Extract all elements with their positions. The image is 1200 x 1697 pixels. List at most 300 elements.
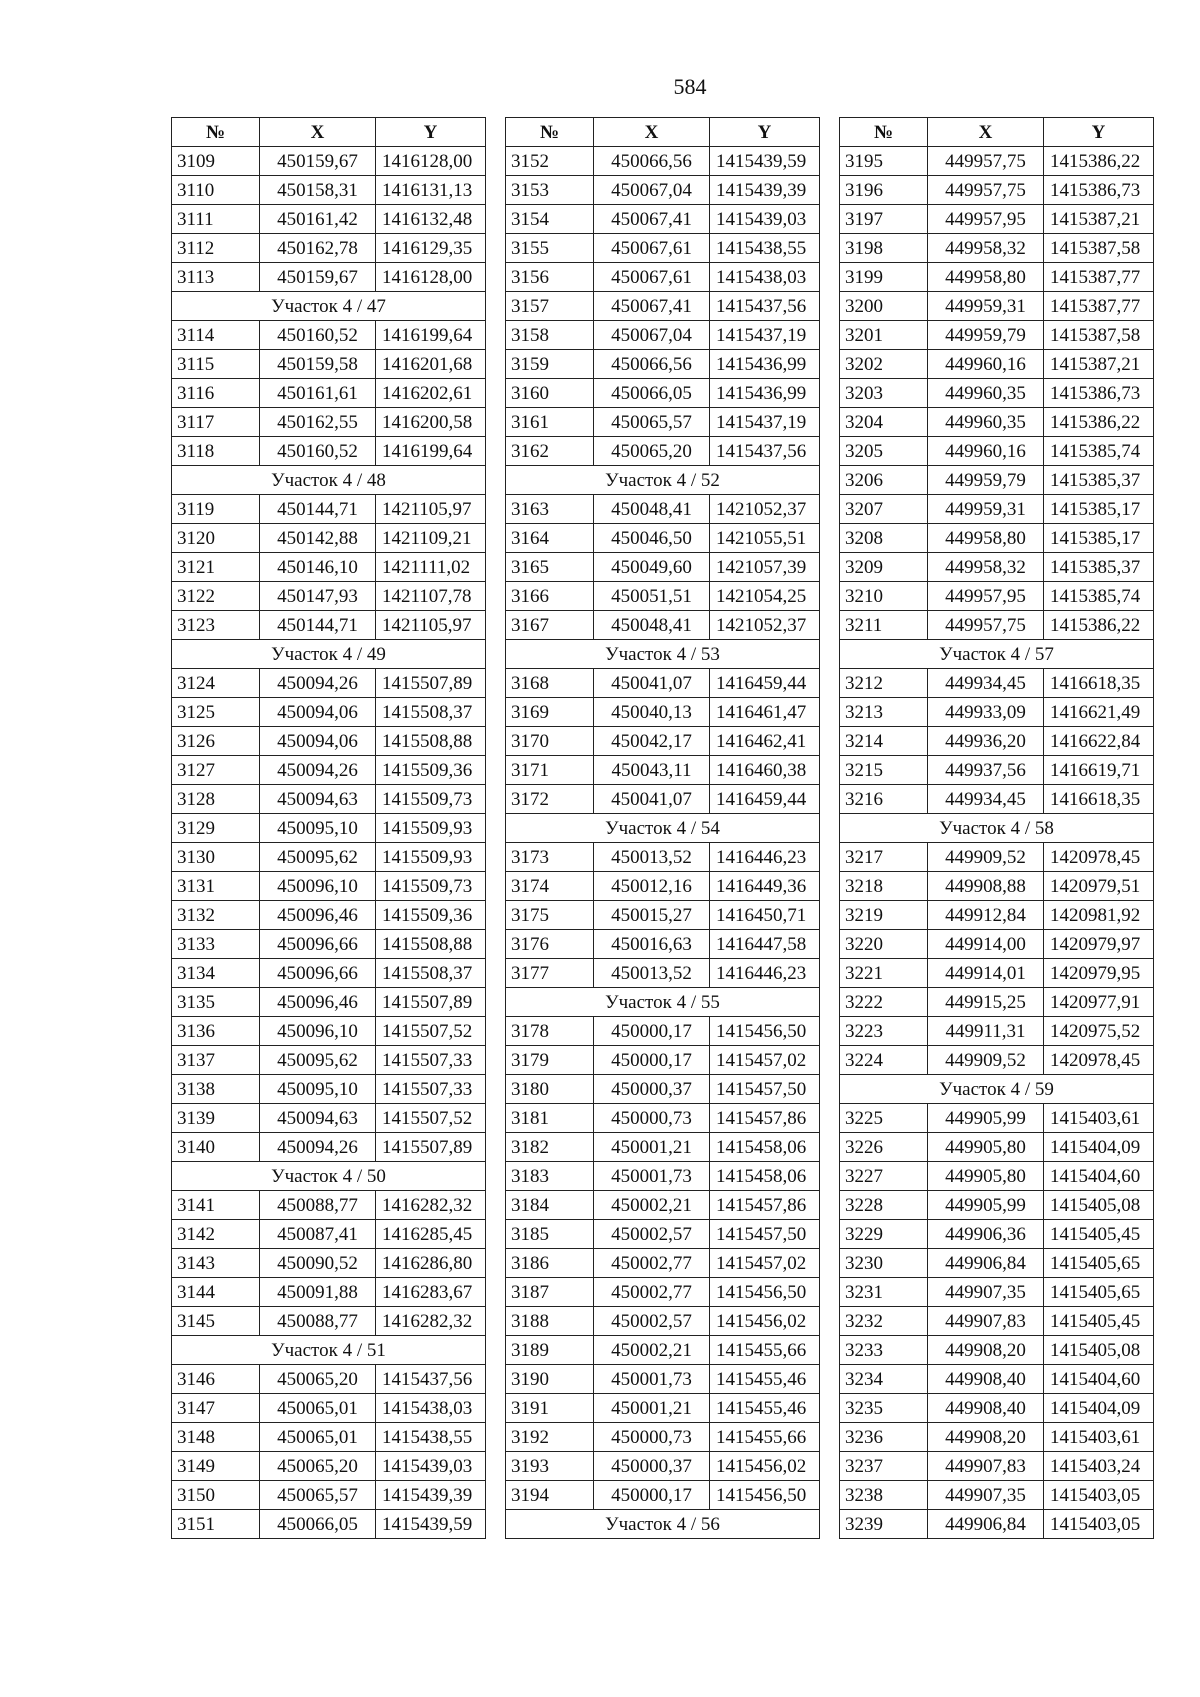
x-coordinate: 449905,80 — [928, 1133, 1044, 1162]
point-number: 3202 — [840, 350, 928, 379]
table-row — [506, 1452, 820, 1481]
table-row — [840, 553, 1154, 582]
y-coordinate: 1421054,25 — [710, 582, 820, 611]
y-coordinate: 1415437,56 — [710, 437, 820, 466]
point-number: 3134 — [172, 959, 260, 988]
table-row — [506, 1046, 820, 1075]
point-number: 3164 — [506, 524, 594, 553]
point-number: 3171 — [506, 756, 594, 785]
y-coordinate: 1415455,46 — [710, 1365, 820, 1394]
point-number: 3236 — [840, 1423, 928, 1452]
point-number: 3225 — [840, 1104, 928, 1133]
point-number: 3140 — [172, 1133, 260, 1162]
point-number: 3168 — [506, 669, 594, 698]
x-coordinate: 449908,40 — [928, 1394, 1044, 1423]
table-row — [506, 1104, 820, 1133]
table-row — [506, 1394, 820, 1423]
table-row — [840, 524, 1154, 553]
table-row — [506, 1481, 820, 1510]
x-coordinate: 449911,31 — [928, 1017, 1044, 1046]
x-coordinate: 449958,32 — [928, 234, 1044, 263]
x-coordinate: 450096,46 — [260, 901, 376, 930]
x-coordinate: 449960,16 — [928, 350, 1044, 379]
table-row — [506, 1249, 820, 1278]
point-number: 3152 — [506, 147, 594, 176]
x-coordinate: 449959,31 — [928, 292, 1044, 321]
x-coordinate: 449934,45 — [928, 785, 1044, 814]
y-coordinate: 1415508,88 — [376, 727, 486, 756]
section-row — [172, 466, 486, 495]
table-row — [506, 611, 820, 640]
point-number: 3239 — [840, 1510, 928, 1539]
point-number: 3116 — [172, 379, 260, 408]
coordinates-table-1 — [171, 117, 486, 1539]
table-row — [506, 495, 820, 524]
point-number: 3183 — [506, 1162, 594, 1191]
y-coordinate: 1415405,45 — [1044, 1220, 1154, 1249]
table-row — [840, 756, 1154, 785]
y-coordinate: 1415385,17 — [1044, 524, 1154, 553]
x-coordinate: 449957,75 — [928, 176, 1044, 205]
table-row — [506, 785, 820, 814]
header-number: № — [840, 118, 928, 147]
y-coordinate: 1416283,67 — [376, 1278, 486, 1307]
table-row — [840, 843, 1154, 872]
y-coordinate: 1415438,03 — [376, 1394, 486, 1423]
point-number: 3219 — [840, 901, 928, 930]
y-coordinate: 1415509,93 — [376, 814, 486, 843]
y-coordinate: 1416129,35 — [376, 234, 486, 263]
y-coordinate: 1415456,50 — [710, 1481, 820, 1510]
table-row — [506, 959, 820, 988]
x-coordinate: 450065,20 — [260, 1365, 376, 1394]
table-row — [172, 669, 486, 698]
point-number: 3120 — [172, 524, 260, 553]
point-number: 3109 — [172, 147, 260, 176]
y-coordinate: 1416622,84 — [1044, 727, 1154, 756]
table-row — [506, 553, 820, 582]
point-number: 3110 — [172, 176, 260, 205]
table-row — [840, 1017, 1154, 1046]
table-row — [506, 1075, 820, 1104]
x-coordinate: 450015,27 — [594, 901, 710, 930]
y-coordinate: 1415404,60 — [1044, 1162, 1154, 1191]
section-row — [506, 1510, 820, 1539]
x-coordinate: 450067,41 — [594, 205, 710, 234]
table-row — [840, 1278, 1154, 1307]
point-number: 3228 — [840, 1191, 928, 1220]
y-coordinate: 1415438,55 — [710, 234, 820, 263]
point-number: 3237 — [840, 1452, 928, 1481]
section-row — [172, 1336, 486, 1365]
table-row — [172, 1104, 486, 1133]
x-coordinate: 449905,80 — [928, 1162, 1044, 1191]
table-row — [506, 1423, 820, 1452]
y-coordinate: 1415455,46 — [710, 1394, 820, 1423]
x-coordinate: 450040,13 — [594, 698, 710, 727]
point-number: 3229 — [840, 1220, 928, 1249]
table-row — [840, 901, 1154, 930]
point-number: 3234 — [840, 1365, 928, 1394]
section-label: Участок 4 / 53 — [506, 640, 820, 669]
x-coordinate: 449934,45 — [928, 669, 1044, 698]
table-row — [172, 234, 486, 263]
y-coordinate: 1420975,52 — [1044, 1017, 1154, 1046]
y-coordinate: 1415508,37 — [376, 959, 486, 988]
section-label: Участок 4 / 49 — [172, 640, 486, 669]
table-row — [840, 872, 1154, 901]
table-row — [506, 408, 820, 437]
table-row — [506, 205, 820, 234]
section-label: Участок 4 / 55 — [506, 988, 820, 1017]
y-coordinate: 1420977,91 — [1044, 988, 1154, 1017]
section-label: Участок 4 / 56 — [506, 1510, 820, 1539]
table-row — [840, 350, 1154, 379]
y-coordinate: 1421111,02 — [376, 553, 486, 582]
x-coordinate: 450094,26 — [260, 1133, 376, 1162]
point-number: 3235 — [840, 1394, 928, 1423]
point-number: 3160 — [506, 379, 594, 408]
point-number: 3135 — [172, 988, 260, 1017]
y-coordinate: 1415405,45 — [1044, 1307, 1154, 1336]
x-coordinate: 450159,67 — [260, 263, 376, 292]
point-number: 3123 — [172, 611, 260, 640]
table-row — [840, 176, 1154, 205]
x-coordinate: 449912,84 — [928, 901, 1044, 930]
point-number: 3121 — [172, 553, 260, 582]
y-coordinate: 1416282,32 — [376, 1191, 486, 1220]
x-coordinate: 450000,37 — [594, 1075, 710, 1104]
point-number: 3162 — [506, 437, 594, 466]
x-coordinate: 450013,52 — [594, 959, 710, 988]
x-coordinate: 450096,66 — [260, 930, 376, 959]
x-coordinate: 450002,57 — [594, 1220, 710, 1249]
x-coordinate: 450012,16 — [594, 872, 710, 901]
point-number: 3227 — [840, 1162, 928, 1191]
y-coordinate: 1416461,47 — [710, 698, 820, 727]
point-number: 3216 — [840, 785, 928, 814]
table-row — [172, 1365, 486, 1394]
table-row — [840, 1394, 1154, 1423]
x-coordinate: 449909,52 — [928, 843, 1044, 872]
x-coordinate: 449958,80 — [928, 263, 1044, 292]
x-coordinate: 450000,73 — [594, 1423, 710, 1452]
section-label: Участок 4 / 48 — [172, 466, 486, 495]
point-number: 3156 — [506, 263, 594, 292]
point-number: 3190 — [506, 1365, 594, 1394]
x-coordinate: 450096,10 — [260, 1017, 376, 1046]
section-row — [840, 640, 1154, 669]
x-coordinate: 450002,21 — [594, 1191, 710, 1220]
x-coordinate: 450048,41 — [594, 611, 710, 640]
y-coordinate: 1415439,59 — [710, 147, 820, 176]
point-number: 3208 — [840, 524, 928, 553]
point-number: 3169 — [506, 698, 594, 727]
point-number: 3189 — [506, 1336, 594, 1365]
table-row — [840, 147, 1154, 176]
section-label: Участок 4 / 52 — [506, 466, 820, 495]
section-label: Участок 4 / 57 — [840, 640, 1154, 669]
point-number: 3226 — [840, 1133, 928, 1162]
section-row — [840, 814, 1154, 843]
y-coordinate: 1415509,36 — [376, 756, 486, 785]
point-number: 3203 — [840, 379, 928, 408]
point-number: 3176 — [506, 930, 594, 959]
y-coordinate: 1415456,50 — [710, 1278, 820, 1307]
table-row — [172, 727, 486, 756]
y-coordinate: 1415507,33 — [376, 1046, 486, 1075]
y-coordinate: 1416201,68 — [376, 350, 486, 379]
x-coordinate: 450160,52 — [260, 321, 376, 350]
point-number: 3221 — [840, 959, 928, 988]
x-coordinate: 449957,95 — [928, 205, 1044, 234]
table-row — [840, 234, 1154, 263]
x-coordinate: 450000,37 — [594, 1452, 710, 1481]
point-number: 3223 — [840, 1017, 928, 1046]
x-coordinate: 450147,93 — [260, 582, 376, 611]
table-row — [840, 959, 1154, 988]
x-coordinate: 450048,41 — [594, 495, 710, 524]
table-row — [506, 1017, 820, 1046]
point-number: 3170 — [506, 727, 594, 756]
section-label: Участок 4 / 51 — [172, 1336, 486, 1365]
coordinates-table-2 — [505, 117, 820, 1539]
point-number: 3200 — [840, 292, 928, 321]
point-number: 3112 — [172, 234, 260, 263]
point-number: 3218 — [840, 872, 928, 901]
point-number: 3196 — [840, 176, 928, 205]
header-y: Y — [710, 118, 820, 147]
point-number: 3128 — [172, 785, 260, 814]
x-coordinate: 449957,75 — [928, 147, 1044, 176]
point-number: 3187 — [506, 1278, 594, 1307]
y-coordinate: 1415385,74 — [1044, 437, 1154, 466]
y-coordinate: 1420979,51 — [1044, 872, 1154, 901]
section-label: Участок 4 / 47 — [172, 292, 486, 321]
table-row — [506, 379, 820, 408]
y-coordinate: 1415437,56 — [710, 292, 820, 321]
y-coordinate: 1415455,66 — [710, 1423, 820, 1452]
point-number: 3174 — [506, 872, 594, 901]
table-row — [506, 1365, 820, 1394]
table-row — [172, 1481, 486, 1510]
y-coordinate: 1416621,49 — [1044, 698, 1154, 727]
table-row — [172, 176, 486, 205]
table-row — [840, 1452, 1154, 1481]
y-coordinate: 1415386,73 — [1044, 379, 1154, 408]
table-header-row — [506, 118, 820, 147]
y-coordinate: 1415387,77 — [1044, 263, 1154, 292]
x-coordinate: 450095,62 — [260, 1046, 376, 1075]
table-row — [506, 1133, 820, 1162]
table-row — [506, 147, 820, 176]
x-coordinate: 450095,10 — [260, 1075, 376, 1104]
table-row — [506, 843, 820, 872]
x-coordinate: 450001,73 — [594, 1365, 710, 1394]
y-coordinate: 1415439,03 — [376, 1452, 486, 1481]
table-row — [840, 437, 1154, 466]
x-coordinate: 450000,17 — [594, 1046, 710, 1075]
x-coordinate: 450144,71 — [260, 611, 376, 640]
y-coordinate: 1416459,44 — [710, 669, 820, 698]
point-number: 3155 — [506, 234, 594, 263]
y-coordinate: 1415387,21 — [1044, 350, 1154, 379]
table-row — [840, 1133, 1154, 1162]
x-coordinate: 449959,31 — [928, 495, 1044, 524]
x-coordinate: 450051,51 — [594, 582, 710, 611]
y-coordinate: 1415439,39 — [710, 176, 820, 205]
point-number: 3180 — [506, 1075, 594, 1104]
x-coordinate: 449908,20 — [928, 1336, 1044, 1365]
y-coordinate: 1421055,51 — [710, 524, 820, 553]
table-row — [506, 756, 820, 785]
y-coordinate: 1415387,58 — [1044, 234, 1154, 263]
y-coordinate: 1415507,52 — [376, 1017, 486, 1046]
point-number: 3215 — [840, 756, 928, 785]
y-coordinate: 1421052,37 — [710, 495, 820, 524]
point-number: 3210 — [840, 582, 928, 611]
y-coordinate: 1415509,73 — [376, 785, 486, 814]
point-number: 3211 — [840, 611, 928, 640]
y-coordinate: 1415386,73 — [1044, 176, 1154, 205]
y-coordinate: 1415457,50 — [710, 1220, 820, 1249]
table-row — [172, 1017, 486, 1046]
point-number: 3232 — [840, 1307, 928, 1336]
x-coordinate: 450065,57 — [260, 1481, 376, 1510]
table-row — [172, 1046, 486, 1075]
y-coordinate: 1415404,09 — [1044, 1394, 1154, 1423]
x-coordinate: 449914,01 — [928, 959, 1044, 988]
x-coordinate: 450000,17 — [594, 1481, 710, 1510]
table-row — [172, 147, 486, 176]
point-number: 3117 — [172, 408, 260, 437]
point-number: 3159 — [506, 350, 594, 379]
y-coordinate: 1415385,17 — [1044, 495, 1154, 524]
table-row — [172, 1191, 486, 1220]
y-coordinate: 1416131,13 — [376, 176, 486, 205]
x-coordinate: 449936,20 — [928, 727, 1044, 756]
point-number: 3213 — [840, 698, 928, 727]
y-coordinate: 1421105,97 — [376, 611, 486, 640]
table-row — [172, 959, 486, 988]
y-coordinate: 1415405,65 — [1044, 1278, 1154, 1307]
table-row — [506, 930, 820, 959]
x-coordinate: 450016,63 — [594, 930, 710, 959]
y-coordinate: 1415456,02 — [710, 1452, 820, 1481]
header-number: № — [172, 118, 260, 147]
table-row — [506, 437, 820, 466]
x-coordinate: 449906,84 — [928, 1510, 1044, 1539]
table-row — [840, 1510, 1154, 1539]
x-coordinate: 449960,35 — [928, 408, 1044, 437]
x-coordinate: 450067,61 — [594, 234, 710, 263]
point-number: 3181 — [506, 1104, 594, 1133]
table-row — [172, 495, 486, 524]
table-row — [172, 814, 486, 843]
section-row — [840, 1075, 1154, 1104]
table-row — [172, 1510, 486, 1539]
y-coordinate: 1421052,37 — [710, 611, 820, 640]
point-number: 3136 — [172, 1017, 260, 1046]
table-row — [506, 350, 820, 379]
table-row — [506, 263, 820, 292]
x-coordinate: 449908,88 — [928, 872, 1044, 901]
point-number: 3139 — [172, 1104, 260, 1133]
y-coordinate: 1415437,56 — [376, 1365, 486, 1394]
y-coordinate: 1416449,36 — [710, 872, 820, 901]
y-coordinate: 1415386,22 — [1044, 408, 1154, 437]
x-coordinate: 450144,71 — [260, 495, 376, 524]
point-number: 3144 — [172, 1278, 260, 1307]
x-coordinate: 449905,99 — [928, 1191, 1044, 1220]
table-row — [840, 466, 1154, 495]
point-number: 3212 — [840, 669, 928, 698]
x-coordinate: 450094,63 — [260, 785, 376, 814]
y-coordinate: 1416460,38 — [710, 756, 820, 785]
point-number: 3138 — [172, 1075, 260, 1104]
y-coordinate: 1420981,92 — [1044, 901, 1154, 930]
table-row — [172, 1133, 486, 1162]
point-number: 3146 — [172, 1365, 260, 1394]
y-coordinate: 1415458,06 — [710, 1162, 820, 1191]
y-coordinate: 1416462,41 — [710, 727, 820, 756]
table-header-row — [172, 118, 486, 147]
y-coordinate: 1415439,59 — [376, 1510, 486, 1539]
point-number: 3222 — [840, 988, 928, 1017]
y-coordinate: 1421057,39 — [710, 553, 820, 582]
y-coordinate: 1415458,06 — [710, 1133, 820, 1162]
y-coordinate: 1415456,02 — [710, 1307, 820, 1336]
table-row — [172, 1249, 486, 1278]
x-coordinate: 450065,01 — [260, 1423, 376, 1452]
point-number: 3172 — [506, 785, 594, 814]
y-coordinate: 1416447,58 — [710, 930, 820, 959]
x-coordinate: 450096,66 — [260, 959, 376, 988]
point-number: 3142 — [172, 1220, 260, 1249]
point-number: 3166 — [506, 582, 594, 611]
y-coordinate: 1416446,23 — [710, 843, 820, 872]
table-row — [172, 1075, 486, 1104]
y-coordinate: 1416282,32 — [376, 1307, 486, 1336]
y-coordinate: 1416618,35 — [1044, 669, 1154, 698]
point-number: 3224 — [840, 1046, 928, 1075]
table-row — [840, 582, 1154, 611]
table-row — [506, 698, 820, 727]
x-coordinate: 450088,77 — [260, 1307, 376, 1336]
x-coordinate: 450002,77 — [594, 1278, 710, 1307]
point-number: 3177 — [506, 959, 594, 988]
point-number: 3124 — [172, 669, 260, 698]
point-number: 3114 — [172, 321, 260, 350]
x-coordinate: 449957,95 — [928, 582, 1044, 611]
point-number: 3184 — [506, 1191, 594, 1220]
table-row — [172, 437, 486, 466]
table-row — [840, 611, 1154, 640]
y-coordinate: 1415509,93 — [376, 843, 486, 872]
x-coordinate: 449907,83 — [928, 1307, 1044, 1336]
x-coordinate: 450065,57 — [594, 408, 710, 437]
section-row — [506, 988, 820, 1017]
section-row — [506, 640, 820, 669]
point-number: 3154 — [506, 205, 594, 234]
point-number: 3231 — [840, 1278, 928, 1307]
table-row — [840, 1046, 1154, 1075]
x-coordinate: 450001,21 — [594, 1133, 710, 1162]
table-row — [506, 292, 820, 321]
point-number: 3201 — [840, 321, 928, 350]
table-row — [506, 1191, 820, 1220]
point-number: 3207 — [840, 495, 928, 524]
